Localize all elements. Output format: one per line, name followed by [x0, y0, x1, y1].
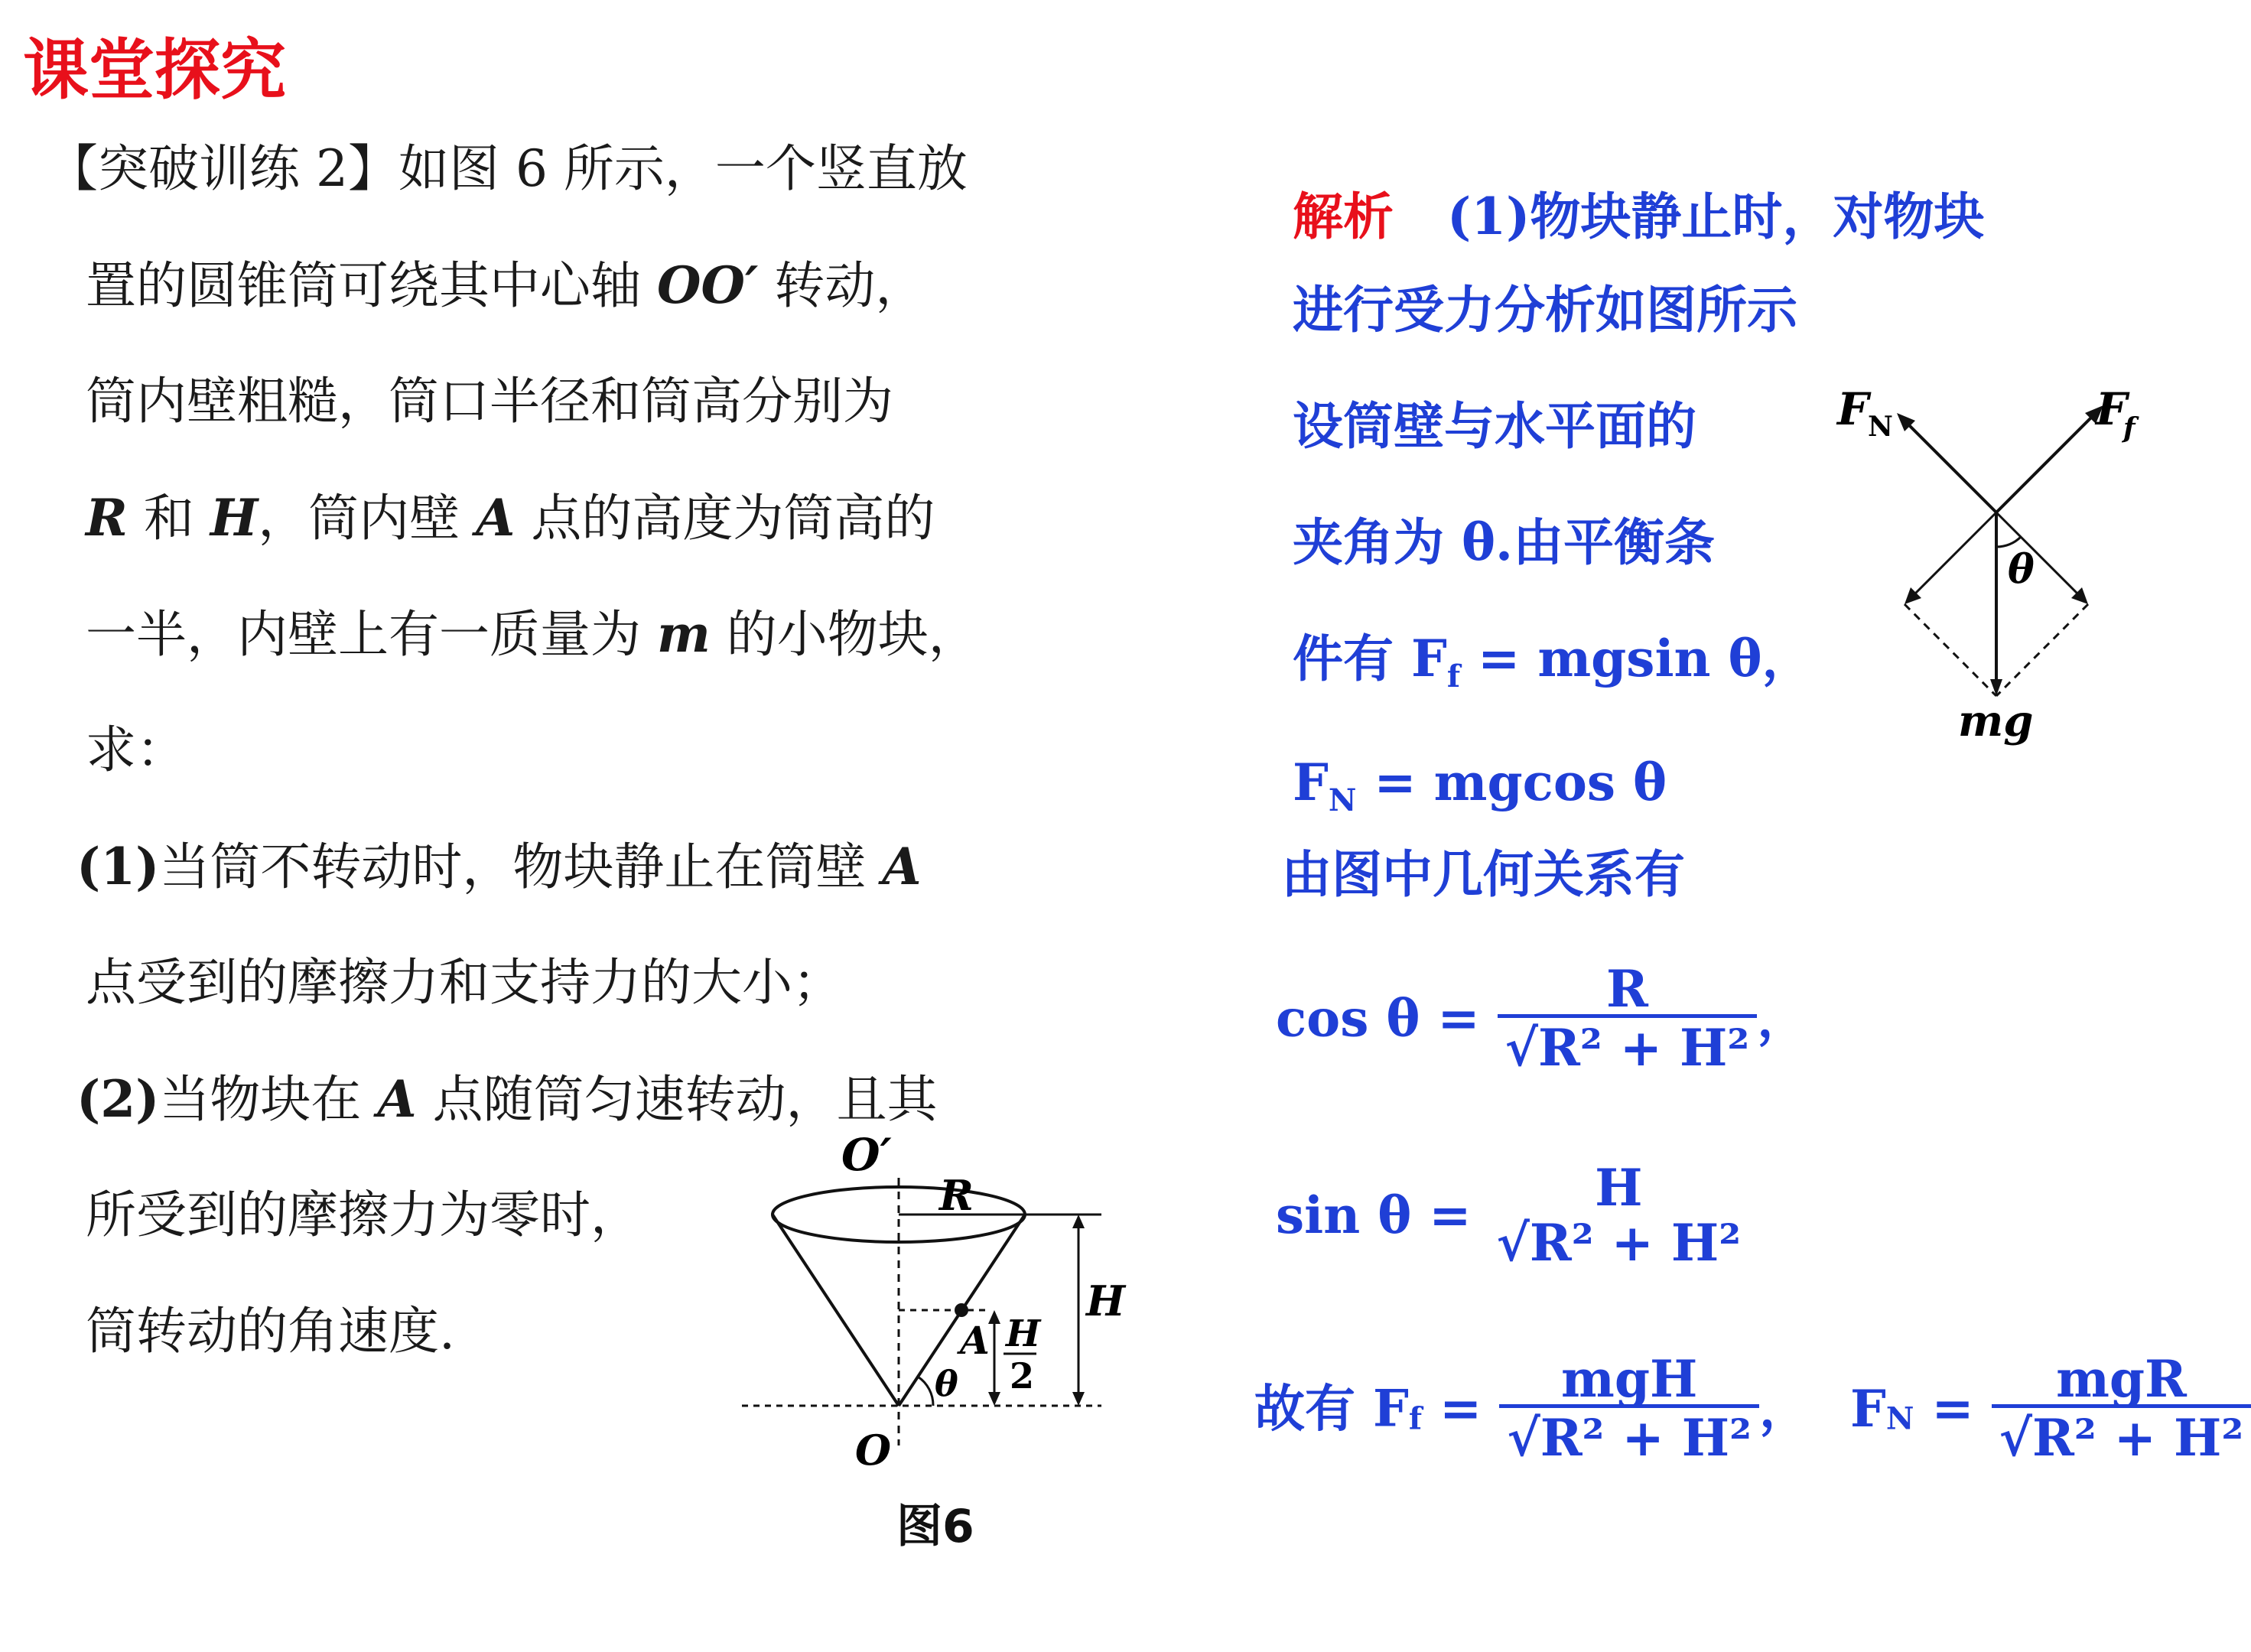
label-fn-sub: N — [1868, 411, 1893, 443]
cos-formula: cos θ = $\frac{R}{\text{√R² + H²}}$ ， — [1276, 959, 1808, 1078]
cos-numerator: R — [1606, 959, 1648, 1019]
question-line-11: 筒转动的角速度. — [86, 1302, 455, 1361]
sin-formula: sin θ = H √R² + H² — [1276, 1163, 1748, 1268]
label-mg: mg — [1958, 696, 2034, 746]
question-line-5: 一半，内壁上有一质量为 m 的小物块， — [86, 604, 979, 664]
question-line-9: (2)当物块在 A 点随筒匀速转动，且其 — [76, 1069, 938, 1129]
point-a-marker — [955, 1303, 968, 1317]
result-denominator-2: √R² + H² — [1992, 1404, 2251, 1463]
analysis-line-3: 设筒壁与水平面的 — [1293, 396, 1696, 456]
question-line-1: 【突破训练 2】如图 6 所示，一个竖直放 — [47, 139, 968, 198]
question-line-3: 筒内壁粗糙，筒口半径和筒高分别为 — [86, 372, 893, 431]
label-r: R — [939, 1171, 974, 1220]
label-ff-sub: f — [2123, 412, 2136, 444]
result-numerator-2: mgR — [2056, 1349, 2187, 1409]
label-a: A — [960, 1318, 990, 1363]
result-denominator-1: √R² + H² — [1499, 1404, 1759, 1463]
section-title: 课堂探究 — [23, 32, 286, 109]
label-h-half-den: 2 — [1010, 1355, 1035, 1397]
label-o: O — [855, 1426, 892, 1475]
figure-caption: 图6 — [896, 1500, 974, 1553]
label-force-theta: θ — [2008, 546, 2035, 593]
cone-figure — [734, 1124, 1132, 1507]
sin-denominator: √R² + H² — [1496, 1213, 1742, 1273]
label-h: H — [1086, 1276, 1126, 1325]
analysis-line-5: 件有 $F_f = mgsin$ θ， — [1293, 629, 1813, 695]
question-line-4: R 和 H，筒内壁 A 点的高度为筒高的 — [86, 488, 935, 548]
analysis-line-1: 解析 (1)物块静止时，对物块 — [1293, 187, 1985, 246]
label-h-half-num: H — [1006, 1312, 1041, 1355]
question-line-2: 置的圆锥筒可绕其中心轴 OO′ 转动， — [86, 255, 926, 315]
question-line-10: 所受到的摩擦力为零时， — [86, 1185, 641, 1244]
question-line-7: (1)当筒不转动时，物块静止在筒壁 A — [76, 837, 922, 896]
cos-denominator: √R² + H² — [1498, 1014, 1758, 1073]
question-line-6: 求： — [86, 720, 187, 779]
analysis-line-4: 夹角为 θ.由平衡条 — [1293, 512, 1715, 572]
label-o-prime: O′ — [841, 1129, 892, 1181]
analysis-line-2: 进行受力分析如图所示 — [1293, 280, 1797, 340]
label-theta: θ — [935, 1363, 958, 1404]
result-formula: 故有 $F_f$ = $\frac{\text{mgH}}{\text{√R² + H²}}$ ， $F_N$ = $\frac{\text{mgR}}{\text{√R² + H²}}$ — [1254, 1354, 2251, 1463]
analysis-line-6: $F_N = mgcos$ θ — [1293, 753, 1667, 819]
result-numerator-1: mgH — [1560, 1349, 1698, 1409]
label-fn: F — [1837, 383, 1869, 435]
analysis-heading: 解析 — [1293, 187, 1394, 246]
force-diagram — [1820, 382, 2142, 750]
question-line-8: 点受到的摩擦力和支持力的大小； — [86, 953, 843, 1012]
analysis-line-7: 由图中几何关系有 — [1281, 844, 1685, 904]
sin-numerator: H — [1595, 1158, 1643, 1218]
label-ff: F — [2096, 383, 2128, 435]
